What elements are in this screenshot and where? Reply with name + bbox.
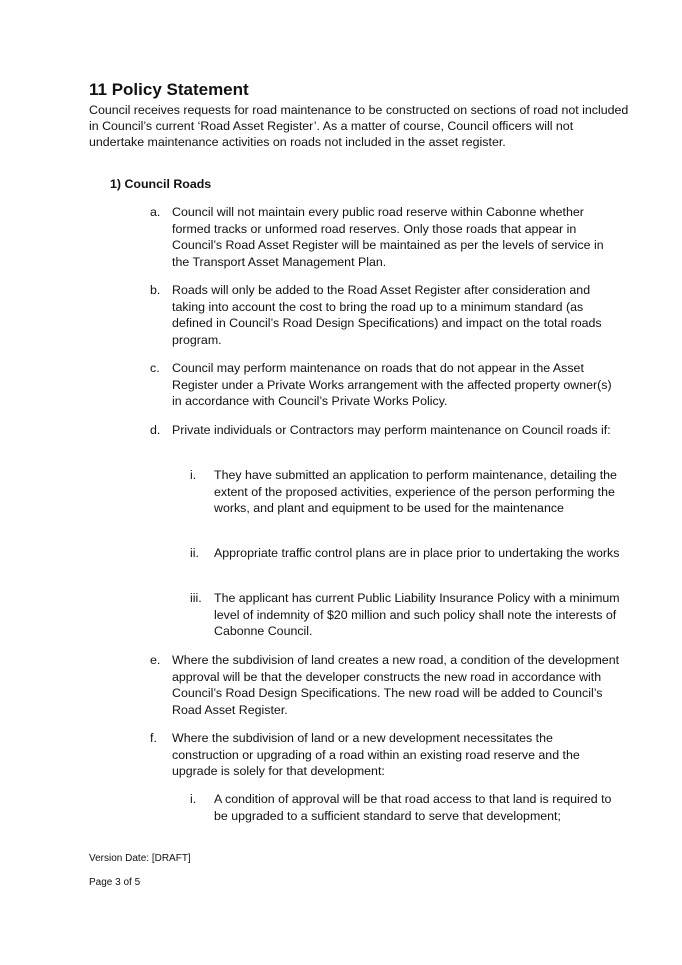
list-item-text: Appropriate traffic control plans are in place prior to undertaking the works [214,546,620,560]
list-item-text: A condition of approval will be that road access to that land is required to be upgraded to a sufficient standard to serve that development; [214,792,612,823]
list-marker: a. [150,205,161,219]
list-marker: d. [150,423,161,437]
footer-page-number: Page 3 of 5 [89,877,141,888]
list-marker: i. [190,468,197,482]
list-marker: c. [150,361,160,375]
sub-list-item [190,590,620,640]
list-item [150,422,620,439]
list-item [150,282,620,348]
list-marker: b. [150,283,161,297]
list-item-text: Council may perform maintenance on roads that do not appear in the Asset Register under a Private Works arrangement with the affected property owner(s) in accordance with Council’s Private Works Policy. [172,361,612,408]
list-item-text: They have submitted an application to perform maintenance, detailing the extent of the proposed activities, experience of the person performing the works, and plant and equipment to be used for the maintenance [214,468,617,515]
list-item [150,652,620,718]
list-item-text: Council will not maintain every public road reserve within Cabonne whether formed tracks or unformed road reserves. Only those roads that appear in Council’s Road Asset Register will be maintained as per the levels of service in the Transport Asset Management Plan. [172,205,604,269]
list-item-text: Roads will only be added to the Road Asset Register after consideration and taking into account the cost to bring the road up to a minimum standard (as defined in Council’s Road Design Specifications) and impact on the total roads program. [172,283,602,347]
list-item-text: Where the subdivision of land or a new development necessitates the construction or upgrading of a road within an existing road reserve and the upgrade is solely for that development: [172,731,580,778]
list-item [150,204,620,270]
footer-version: Version Date: [DRAFT] [89,853,191,864]
list-item-text: Private individuals or Contractors may perform maintenance on Council roads if: [172,423,611,437]
list-marker: iii. [190,591,202,605]
sub-list-item [190,467,620,517]
list-marker: i. [190,792,197,806]
council-roads-heading: 1) Council Roads [110,177,212,191]
sub-list-item [190,791,620,824]
section-heading: 11 Policy Statement [89,80,249,99]
list-item [150,730,620,780]
list-marker: ii. [190,546,199,560]
list-item-text: Where the subdivision of land creates a new road, a condition of the development approval will be that the developer constructs the new road in accordance with Council’s Road Design Specifications. The new road will be added to Council’s Road Asset Register. [172,653,620,717]
list-marker: e. [150,653,161,667]
list-item-text: The applicant has current Public Liability Insurance Policy with a minimum level of indemnity of $20 million and such policy shall note the interests of Cabonne Council. [214,591,620,638]
sub-list-item [190,545,620,562]
list-item [150,360,620,410]
list-marker: f. [150,731,157,745]
intro-paragraph: Council receives requests for road maintenance to be constructed on sections of road not included in Council’s current ‘Road Asset Register’. As a matter of course, Council officers will not undertake maintenance activities on roads not included in the asset register. [89,103,629,149]
